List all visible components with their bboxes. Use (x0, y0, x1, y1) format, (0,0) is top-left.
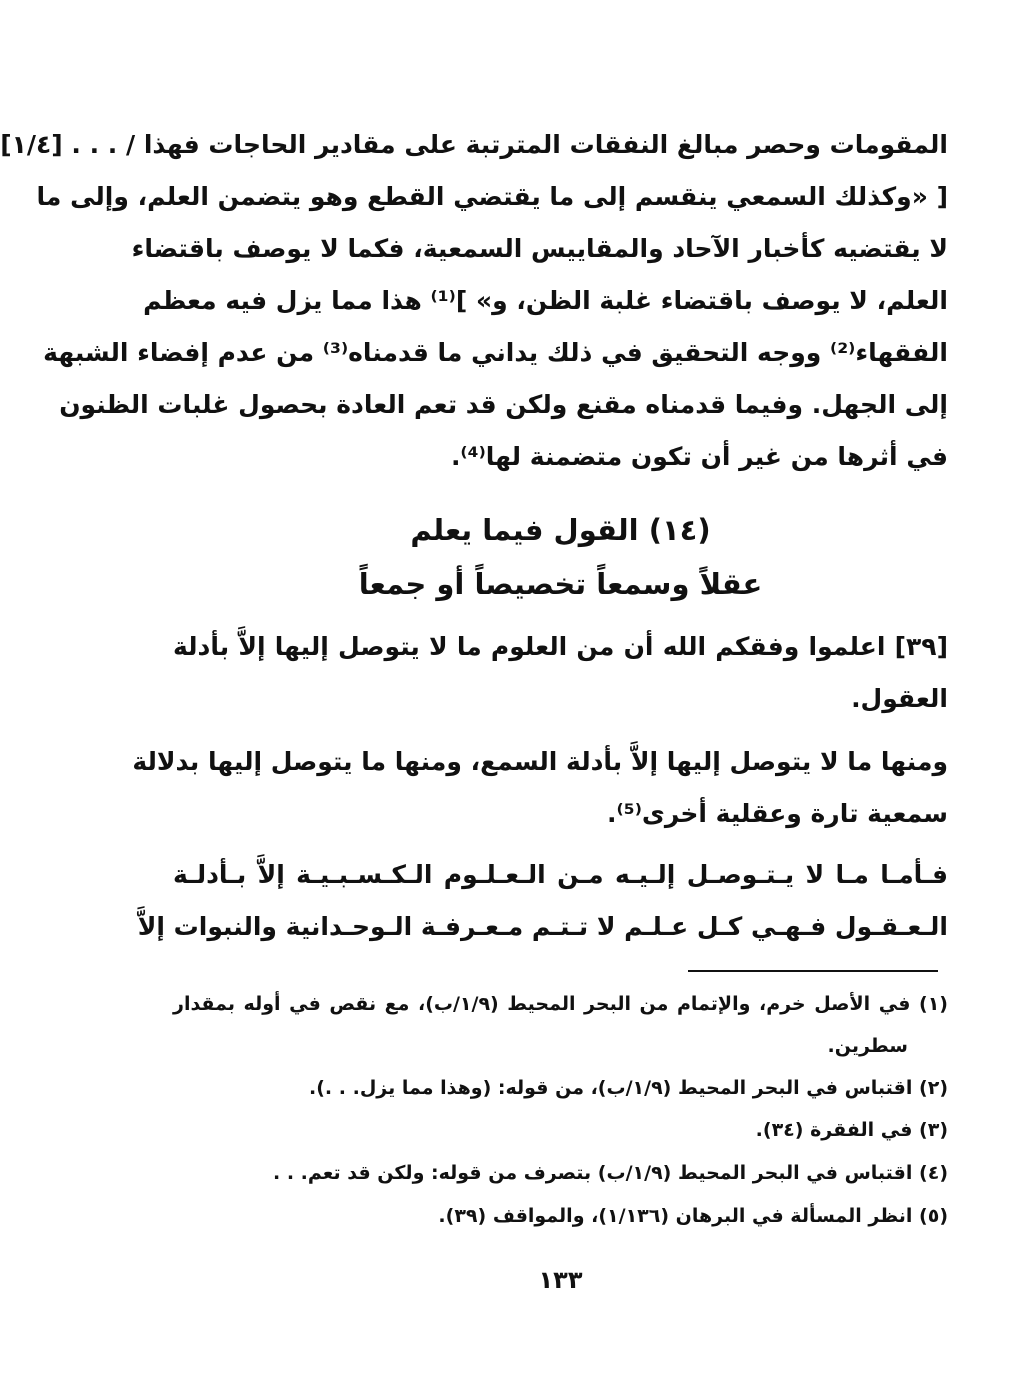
footnote-separator (688, 970, 938, 972)
body-line: إلى الجهل. وفيما قدمناه مقنع ولكن قد تعم العادة بحصول غلبات الظنون (59, 390, 948, 419)
section-heading-line-2: عقلاً وسمعاً تخصيصاً أو جمعاً (358, 567, 763, 601)
body-line: في أثرها من غير أن تكون متضمنة لها⁽⁴⁾. (450, 442, 948, 471)
footnote-1-line: سطرين. (827, 1035, 908, 1057)
body-line: سمعية تارة وعقلية أخرى⁽⁵⁾. (607, 799, 948, 828)
body-line: العقول. (851, 684, 948, 713)
body-line: لا يقتضيه كأخبار الآحاد والمقاييس السمعية، فكما لا يوصف باقتضاء (131, 234, 948, 263)
footnote-4: (٤) اقتباس في البحر المحيط (١/٩/ب) بتصرف من قوله: ولكن قد تعم. . . (273, 1162, 948, 1184)
body-line: ومنها ما لا يتوصل إليها إلاَّ بأدلة السمع، ومنها ما يتوصل إليها بدلالة (132, 747, 948, 776)
footnote-2: (٢) اقتباس في البحر المحيط (١/٩/ب)، من قوله: (وهذا مما يزل. . .). (309, 1077, 948, 1099)
body-line: المقومات وحصر مبالغ النفقات المترتبة على مقادير الحاجات فهذا / . . . [١/٤] (0, 130, 948, 159)
footnote-1-line: (١) في الأصل خرم، والإتمام من البحر المحيط (١/٩/ب)، مع نقص في أوله بمقدار (173, 993, 948, 1015)
section-heading-line-1: (١٤) القول فيما يعلم (410, 513, 711, 547)
body-line: فـأمـا مـا لا يـتـوصـل إلـيـه مـن الـعـلـوم الـكـسـبـيـة إلاَّ بـأدلـة (173, 860, 948, 889)
footnote-3: (٣) في الفقرة (٣٤). (755, 1119, 948, 1141)
page-number: ١٣٣ (538, 1266, 583, 1294)
body-line: الفقهاء⁽²⁾ ووجه التحقيق في ذلك يداني ما قدمناه⁽³⁾ من عدم إفضاء الشبهة (43, 338, 948, 367)
footnote-5: (٥) انظر المسألة في البرهان (١/١٣٦)، والمواقف (٣٩). (438, 1205, 948, 1227)
body-line: [ «وكذلك السمعي ينقسم إلى ما يقتضي القطع وهو يتضمن العلم، وإلى ما (36, 182, 948, 211)
body-line: [٣٩] اعلموا وفقكم الله أن من العلوم ما لا يتوصل إليها إلاَّ بأدلة (173, 632, 948, 661)
body-line: الـعـقـول فـهـي كـل عـلـم لا تـتـم مـعـرفـة الـوحـدانية والنبوات إلاَّ (137, 912, 948, 941)
body-line: العلم، لا يوصف باقتضاء غلبة الظن، و» ]⁽¹⁾ هذا مما يزل فيه معظم (143, 286, 948, 315)
